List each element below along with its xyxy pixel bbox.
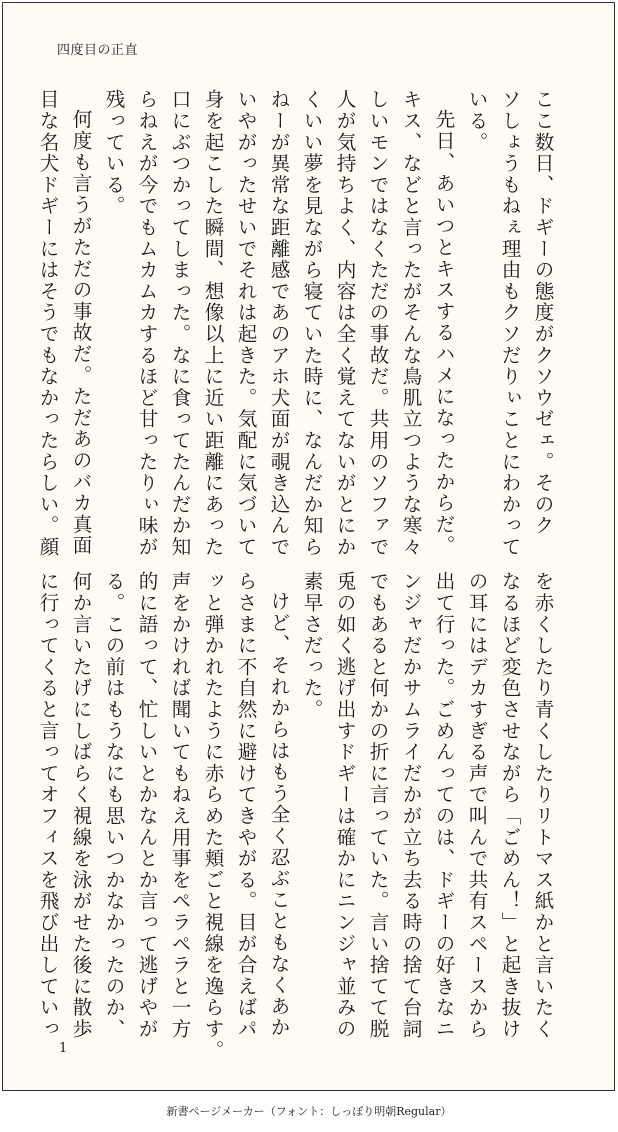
text-line: ンジャだかサムライだかが立ち去る時の捨て台詞 bbox=[399, 571, 422, 1040]
text-block-lower bbox=[36, 571, 559, 1061]
text-line: いやがったせいでそれは起きた。気配に気づいて bbox=[234, 89, 257, 558]
text-line: しいモンではなくただの事故だ。共用のソファで bbox=[366, 89, 389, 558]
text-line: ソしょうもねぇ理由もクソだりぃことにわかって bbox=[498, 89, 521, 558]
text-line: 声をかければ聞いてもねえ用事をペラペラと一方 bbox=[168, 571, 191, 1040]
text-line: る。この前はもうなにも思いつかなかったのか、 bbox=[102, 571, 125, 1040]
text-line: 出て行った。ごめんってのは、ドギーの好きなニ bbox=[432, 571, 455, 1040]
text-line: 何か言いたげにしばらく視線を泳がせた後に散歩 bbox=[69, 571, 92, 1040]
book-page bbox=[2, 2, 615, 1091]
text-line: いる。 bbox=[465, 89, 488, 153]
page-title: 四度目の正直 bbox=[57, 43, 139, 58]
text-line: 何度も言うがただの事故だ。ただあのバカ真面 bbox=[69, 108, 92, 556]
text-line: 目な名犬ドギーにはそうでもなかったらしい。顔 bbox=[36, 89, 59, 558]
text-line: 的に語って、忙しいとかなんとか言って逃げやが bbox=[135, 571, 158, 1040]
text-line: ねーが異常な距離感であのアホ犬面が覗き込んで bbox=[267, 89, 290, 558]
text-line: 兎の如く逃げ出すドギーは確かにニンジャ並みの bbox=[333, 571, 356, 1040]
text-line: らさまに不自然に避けてきやがる。目が合えばパ bbox=[234, 571, 257, 1040]
text-line: 素早さだった。 bbox=[300, 571, 323, 721]
text-line: らねえが今でもムカムカするほど甘ったりぃ味が bbox=[135, 89, 158, 558]
text-line: 口にぶつかってしまった。なに食ってたんだか知 bbox=[168, 89, 191, 558]
footer-credit: 新書ページメーカー（フォント：しっぽり明朝Regular） bbox=[166, 1105, 452, 1118]
text-line: の耳にはデカすぎる声で叫んで共有スペースから bbox=[465, 571, 488, 1040]
text-line: を赤くしたり青くしたりリトマス紙かと言いたく bbox=[531, 571, 554, 1040]
text-line: 残っている。 bbox=[102, 89, 125, 217]
text-line: くいい夢を見ながら寝ていた時に、なんだか知ら bbox=[300, 89, 323, 558]
text-line: キス、などと言ったがそんな鳥肌立つような寒々 bbox=[399, 89, 422, 558]
page-number: 1 bbox=[59, 1041, 68, 1056]
text-line: ここ数日、ドギーの態度がクソウゼェ。そのク bbox=[531, 89, 554, 537]
text-line: なるほど変色させながら「ごめん！」と起き抜け bbox=[498, 571, 521, 1040]
text-line: ッと弾かれたように赤らめた頬ごと視線を逸らす。 bbox=[201, 571, 224, 1061]
text-line: でもあると何かの折に言っていた。言い捨てて脱 bbox=[366, 571, 389, 1040]
text-line: に行ってくると言ってオフィスを飛び出していっ bbox=[36, 571, 59, 1040]
text-line: 人が気持ちよく、内容は全く覚えてないがとにか bbox=[333, 89, 356, 558]
text-line: 身を起こした瞬間、想像以上に近い距離にあった bbox=[201, 89, 224, 558]
text-line: 先日、あいつとキスするハメになったからだ。 bbox=[432, 108, 455, 556]
text-line: けど、それからはもう全く忍ぶこともなくあか bbox=[267, 590, 290, 1038]
text-block-upper bbox=[36, 89, 559, 558]
